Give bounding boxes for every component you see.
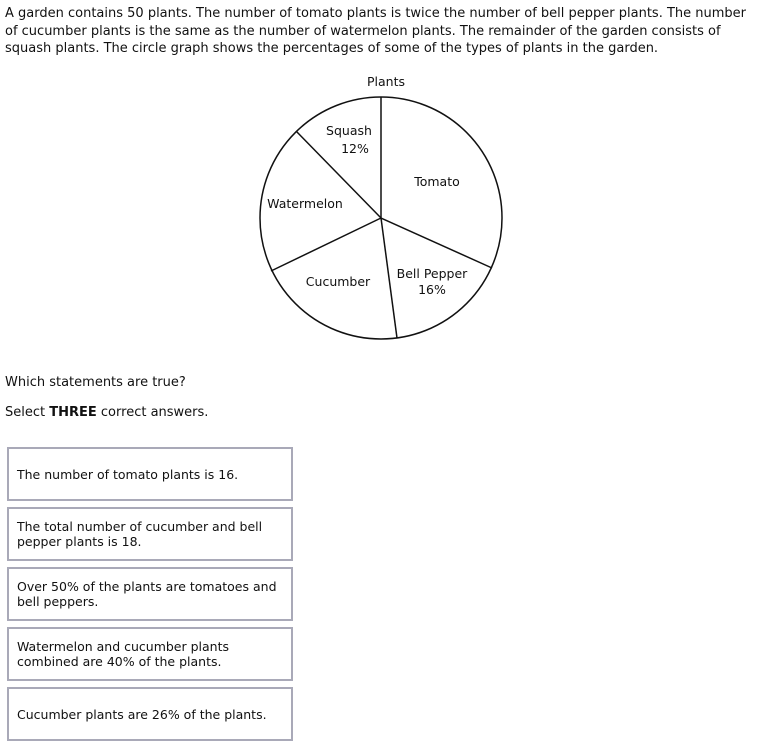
- answer-option-5[interactable]: [7, 687, 293, 741]
- problem-statement: A garden contains 50 plants. The number of tomato plants is twice the number of bell pepper plants. The number of cucumber plants is the same as the number of watermelon plants. The remainder of the garden consists of squash plants. The circle graph shows the percentages of some of the types of plants in the garden.: [5, 6, 747, 56]
- answer-option-4[interactable]: [7, 627, 293, 681]
- answer-instruction: [5, 405, 208, 420]
- slice-value-bellpepper: 16%: [418, 282, 446, 297]
- instruction-prefix: Select: [5, 405, 50, 420]
- answer-option-2[interactable]: [7, 507, 293, 561]
- pie-chart: [255, 68, 515, 348]
- pie-chart-svg: [255, 68, 515, 348]
- answer-option-text: Over 50% of the plants are tomatoes and bell peppers.: [17, 579, 277, 609]
- chart-title: Plants: [366, 74, 406, 89]
- answer-option-text: The number of tomato plants is 16.: [17, 466, 239, 482]
- slice-label-tomato: Tomato: [414, 174, 460, 189]
- slice-value-squash: 12%: [341, 141, 369, 156]
- question-prompt: Which statements are true?: [5, 375, 186, 390]
- answer-option-text: Watermelon and cucumber plants combined are 40% of the plants.: [17, 639, 230, 669]
- instruction-suffix: correct answers.: [96, 405, 209, 420]
- slice-label-watermelon: Watermelon: [267, 196, 343, 211]
- answer-option-3[interactable]: [7, 567, 293, 621]
- slice-label-squash: Squash: [326, 123, 372, 138]
- answer-option-1[interactable]: [7, 447, 293, 501]
- slice-label-bellpepper: Bell Pepper: [396, 266, 468, 281]
- instruction-count: THREE: [49, 405, 97, 420]
- slice-label-cucumber: Cucumber: [305, 274, 371, 289]
- answer-option-text: The total number of cucumber and bell pepper plants is 18.: [17, 519, 263, 549]
- answer-option-text: Cucumber plants are 26% of the plants.: [17, 706, 267, 722]
